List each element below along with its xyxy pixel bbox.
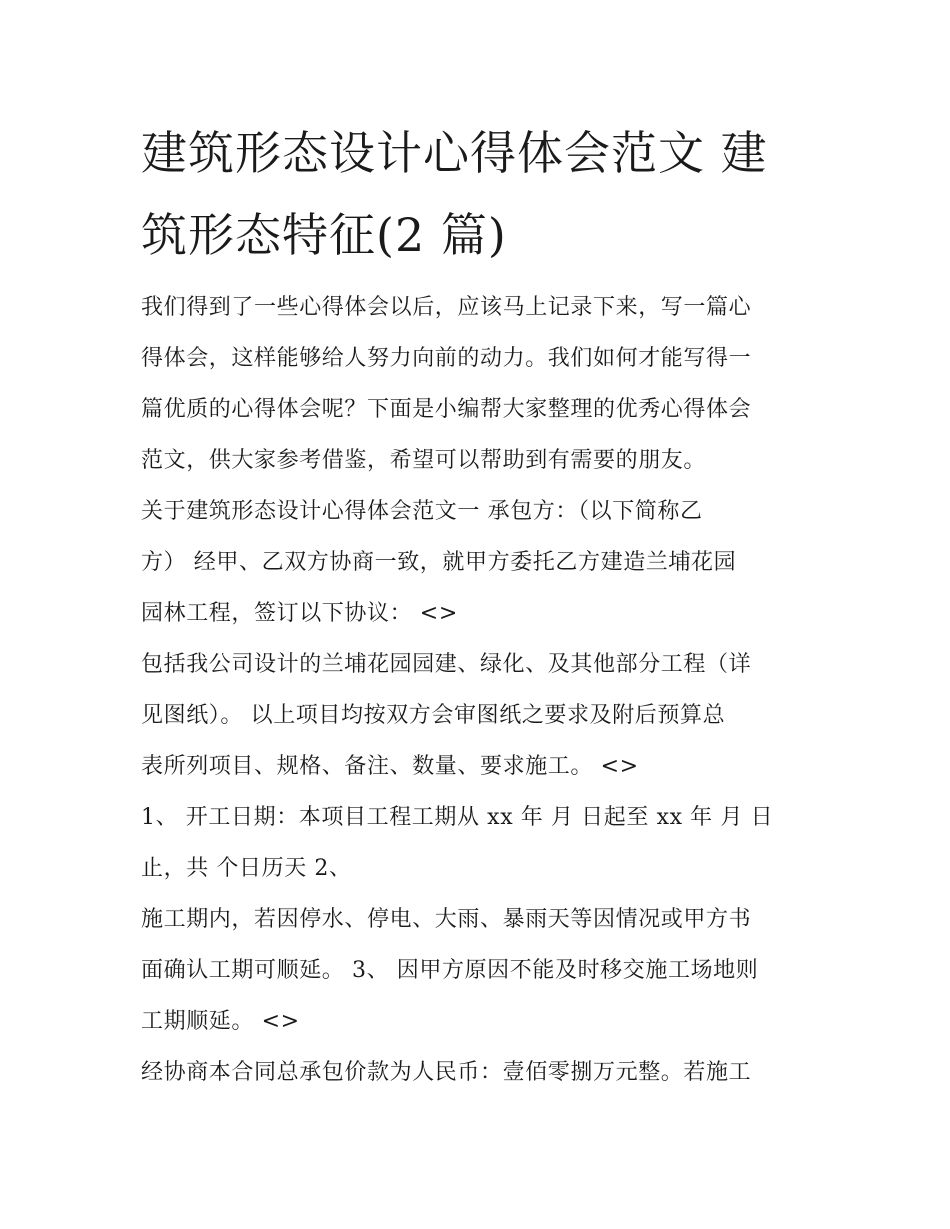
text-line: 见图纸）。 以上项目均按双方会审图纸之要求及附后预算总 xyxy=(141,703,726,728)
text-line: 面确认工期可顺延。 3、 因甲方原因不能及时移交施工场地则 xyxy=(141,958,759,983)
price-paragraph xyxy=(141,1047,813,1098)
text-line: 方） 经甲、乙双方协商一致，就甲方委托乙方建造兰埔花园 xyxy=(141,550,737,575)
extension-paragraph xyxy=(141,894,813,1047)
scope-paragraph xyxy=(141,639,813,792)
intro-paragraph xyxy=(141,282,813,486)
text-line: 得体会，这样能够给人努力向前的动力。我们如何才能写得一 xyxy=(141,346,752,371)
title-line: 建筑形态设计心得体会范文 建 xyxy=(141,126,768,180)
text-line: 施工期内，若因停水、停电、大雨、暴雨天等因情况或甲方书 xyxy=(141,907,752,932)
title-line: 筑形态特征(2 篇) xyxy=(141,208,507,262)
text-line: 我们得到了一些心得体会以后，应该马上记录下来，写一篇心 xyxy=(141,295,752,320)
text-line: 篇优质的心得体会呢？下面是小编帮大家整理的优秀心得体会 xyxy=(141,397,752,422)
schedule-paragraph xyxy=(141,792,813,894)
text-line: 经协商本合同总承包价款为人民币：壹佰零捌万元整。若施工 xyxy=(141,1060,752,1085)
text-line: 止，共 个日历天 2、 xyxy=(141,856,352,881)
document-page xyxy=(141,112,813,1098)
text-line: 工期顺延。 <> xyxy=(141,1009,300,1034)
contract-intro-paragraph xyxy=(141,486,813,639)
document-title xyxy=(141,112,813,276)
text-line: 表所列项目、规格、备注、数量、要求施工。 <> xyxy=(141,754,639,779)
text-line: 包括我公司设计的兰埔花园园建、绿化、及其他部分工程（详 xyxy=(141,652,752,677)
text-line: 1、 开工日期：本项目工程工期从 xx 年 月 日起至 xx 年 月 日 xyxy=(141,805,774,830)
text-line: 范文，供大家参考借鉴，希望可以帮助到有需要的朋友。 xyxy=(141,448,707,473)
text-line: 园林工程，签订以下协议： <> xyxy=(141,601,458,626)
text-line: 关于建筑形态设计心得体会范文一 承包方：（以下简称乙 xyxy=(141,499,703,524)
